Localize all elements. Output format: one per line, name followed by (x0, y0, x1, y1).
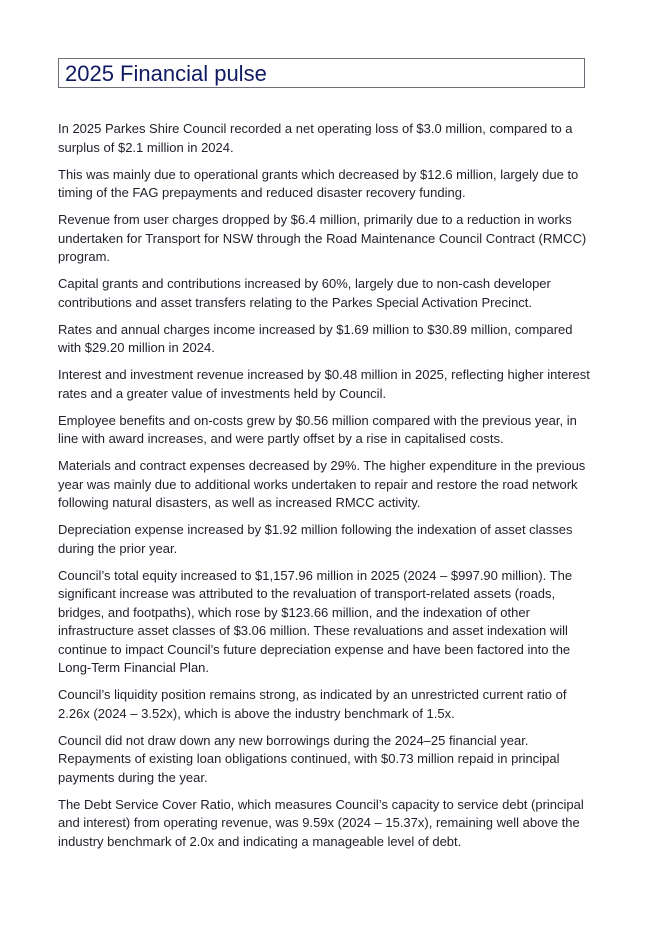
paragraph-interest-revenue: Interest and investment revenue increased by $0.48 million in 2025, reflecting higher interest rates and a greater value of investments held by Council. (58, 367, 590, 401)
paragraph-capital-grants: Capital grants and contributions increased by 60%, largely due to non-cash developer contributions and asset transfers relating to the Parkes Special Activation Precinct. (58, 276, 551, 310)
paragraph-debt-service-ratio: The Debt Service Cover Ratio, which measures Council’s capacity to service debt (principal and interest) from operating revenue, was 9.59x (2024 – 15.37x), remaining well above the industry benchmark of 2.0x and indicating a manageable level of debt. (58, 796, 584, 849)
paragraph-total-equity: Council’s total equity increased to $1,157.96 million in 2025 (2024 – $997.90 million). The significant increase was attributed to the revaluation of transport-related assets (roads, bridges, and footpaths), which rose by $123.66 million, and the indexation of other infrastructure asset classes of $3.06 million. These revaluations and asset indexation will continue to impact Council’s future depreciation expense and have been factored into the Long-Term Financial Plan. (58, 567, 573, 675)
paragraph-liquidity: Council’s liquidity position remains strong, as indicated by an unrestricted current ratio of 2.26x (2024 – 3.52x), which is above the industry benchmark of 1.5x. (58, 687, 567, 721)
paragraph-operational-grants: This was mainly due to operational grants which decreased by $12.6 million, largely due to timing of the FAG prepayments and reduced disaster recovery funding. (58, 166, 579, 200)
paragraph-rates-charges: Rates and annual charges income increased by $1.69 million to $30.89 million, compared with $29.20 million in 2024. (58, 321, 573, 355)
paragraph-borrowings: Council did not draw down any new borrowings during the 2024–25 financial year. Repayments of existing loan obligations continued, with $0.73 million repaid in principal payments during the year. (58, 732, 560, 785)
paragraph-employee-benefits: Employee benefits and on-costs grew by $0.56 million compared with the previous year, in line with award increases, and were partly offset by a rise in capitalised costs. (58, 412, 577, 446)
body-text (58, 120, 594, 860)
paragraph-user-charges: Revenue from user charges dropped by $6.4 million, primarily due to a reduction in works undertaken for Transport for NSW through the Road Maintenance Council Contract (RMCC) program. (58, 212, 587, 264)
paragraph-depreciation: Depreciation expense increased by $1.92 million following the indexation of asset classes during the prior year. (58, 522, 573, 556)
paragraph-net-operating-result: In 2025 Parkes Shire Council recorded a net operating loss of $3.0 million, compared to a surplus of $2.1 million in 2024. (58, 121, 573, 155)
page-title: 2025 Financial pulse (65, 61, 267, 86)
title-box (58, 58, 585, 88)
paragraph-materials-contracts: Materials and contract expenses decreased by 29%. The higher expenditure in the previous year was mainly due to additional works undertaken to repair and restore the road network following natural disasters, as well as increased RMCC activity. (58, 458, 586, 510)
